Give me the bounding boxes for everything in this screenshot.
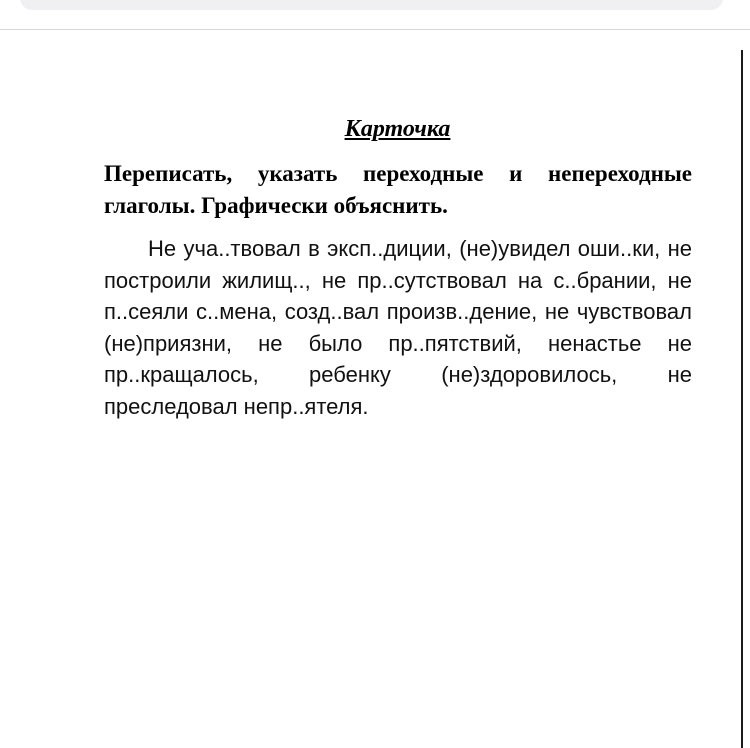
browser-top-area [0,0,750,30]
exercise-paragraph: Не уча..твовал в эксп..диции, (не)увидел оши..ки, не построили жилищ.., не пр..сутствовал на с..брании, не п..сеяли с..мена, созд..вал произв..дение, не чувствовал (не)приязни, не было пр..пятствий, ненастье не пр..кращалось, ребенку (не)здоровилось, не преследовал непр..ятеля. [104,236,692,419]
page-edge [741,50,743,748]
toolbar-pill[interactable] [20,0,723,10]
card-title: Карточка [344,116,451,142]
task-instruction: Переписать, указать переходные и непереходные глаголы. Графически объяснить. [104,161,692,218]
